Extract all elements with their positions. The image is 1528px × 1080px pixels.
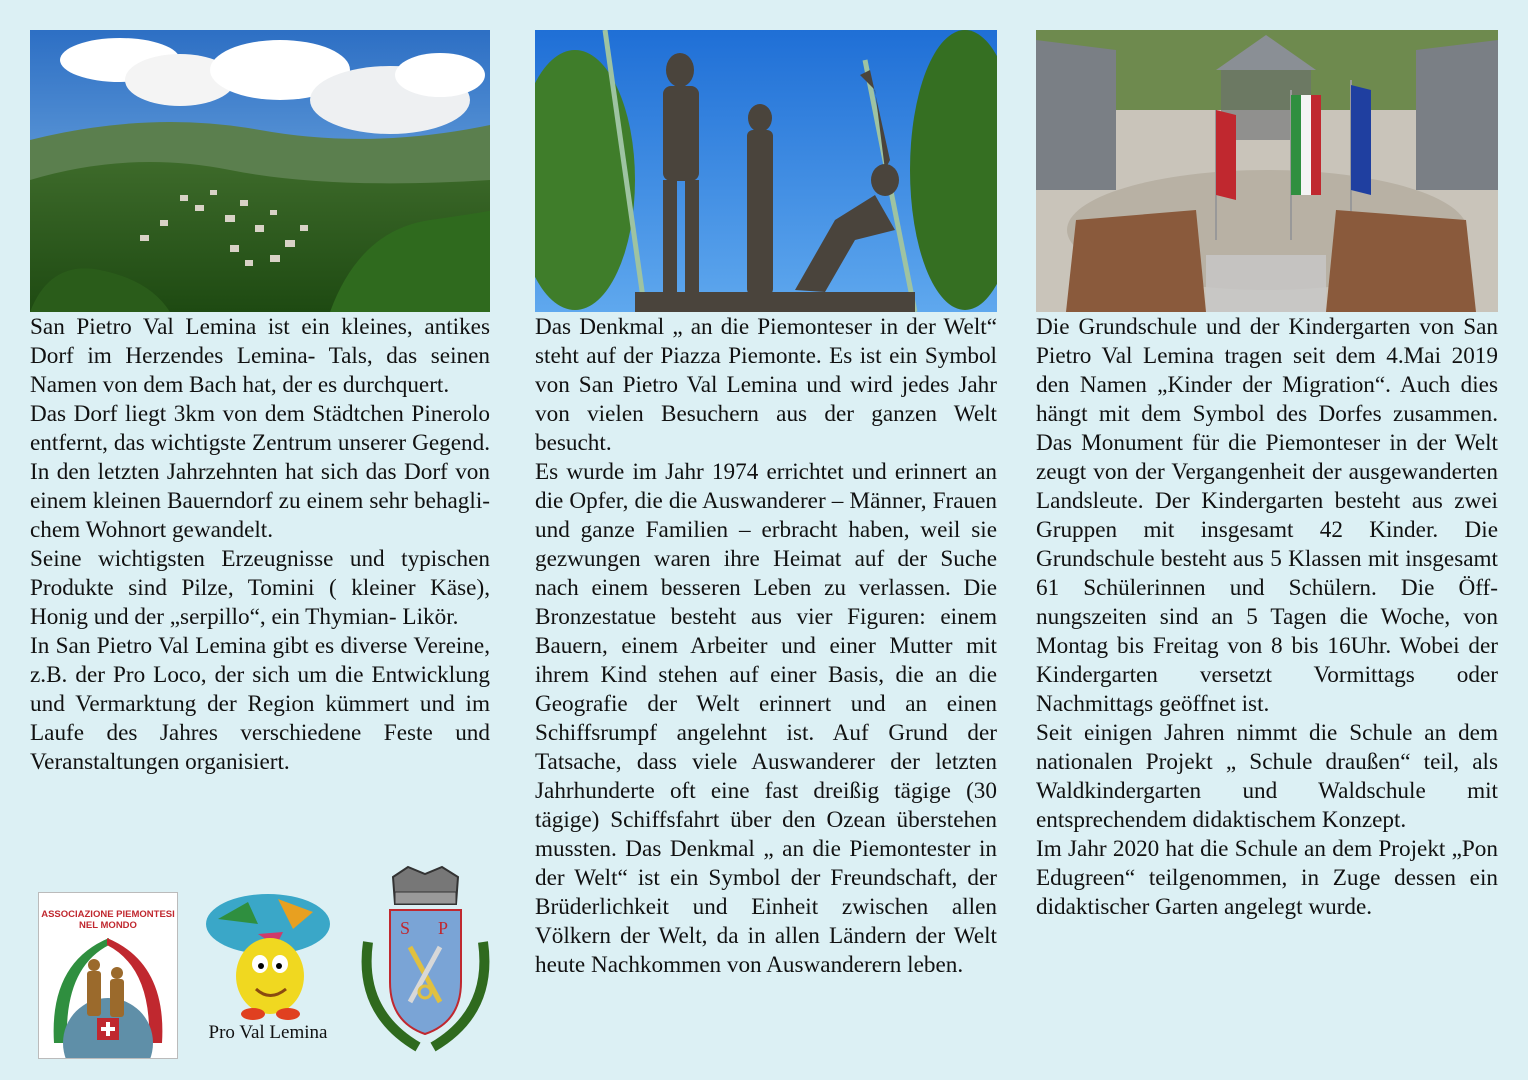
village-paragraph: In San Pietro Val Lemina gibt es diverse Vereine, z.B. der Pro Loco, der sich um die Entwicklung und Vermarktung der Region kümmert und im Laufe des Jahres verschiedene Feste und Veranstaltungen organisiert. (30, 633, 490, 775)
school-paragraph: Im Jahr 2020 hat die Schule an dem Projekt „Pon Edugreen“ teilgenommen, in Zuge dessen ein didaktischer Garten angelegt wurde. (1036, 836, 1498, 920)
school-paragraph: Die Grundschule und der Kindergarten von San Pietro Val Lemina tragen seit dem 4.Mai 2019 den Namen „Kinder der Migration“. Auch dies hängt mit dem Symbol des Dorfes zusammen. Das Monument für die Piemonteser in der Welt zeugt von der Vergangenheit der ausgewanderten Landsleute. Der Kindergarten besteht aus zwei Gruppen mit insgesamt 42 Kinder. Die Grundschule besteht aus 5 Klassen mit insgesamt 61 Schülerinnen und Schülern. Die Öffnungszeiten sind an 5 Tagen die Woche, von Montag bis Freitag von 8 bis 16Uhr. Wobei der Kindergarten versetzt Vormittags oder Nachmittags geöffnet ist. (1036, 314, 1498, 717)
column-village (30, 30, 490, 777)
pro-val-lemina-mascot-logo (198, 884, 338, 1029)
village-paragraph: Seine wichtigsten Erzeugnisse und typischen Produkte sind Pilze, Tomini ( kleiner Käse), Honig und der „serpillo“, ein Thymian- Likör. (30, 546, 490, 630)
village-paragraph: San Pietro Val Lemina ist ein kleines, antikes Dorf im Herzendes Lemina- Tals, das seinen Namen von dem Bach hat, der es durchquert. (30, 314, 490, 398)
village-description (30, 313, 490, 777)
bronze-statue-image (535, 30, 997, 312)
school-courtyard-image (1036, 30, 1498, 312)
column-monument (535, 30, 997, 980)
crest-letter-s: S (400, 918, 411, 938)
monument-description (535, 313, 997, 980)
school-paragraph: Seit einigen Jahren nimmt die Schule an dem nationalen Projekt „ Schule draußen“ teil, als Waldkindergarten und Waldschule mit entsprechendem didaktischem Konzept. (1036, 720, 1498, 833)
monument-paragraph: Das Denkmal „ an die Piemonteser in der Welt“ steht auf der Piazza Piemonte. Es ist ein Symbol von San Pietro Val Lemina und wird jedes Jahr von vielen Besuchern aus der ganzen Welt besucht. (535, 314, 997, 456)
crest-icon (358, 862, 493, 1057)
village-paragraph: Das Dorf liegt 3km von dem Städtchen Pinerolo entfernt, das wichtigste Zentrum unserer Gegend. In den letzten Jahrzehnten hat sich das Dorf von einem kleinen Bauerndorf zu einem sehr behaglichem Wohnort gewandelt. (30, 401, 490, 543)
association-logo (38, 892, 178, 1059)
school-description (1036, 313, 1498, 922)
municipal-crest-logo (358, 862, 493, 1057)
village-landscape-photo (30, 30, 490, 312)
column-school (1036, 30, 1498, 922)
monument-paragraph: Es wurde im Jahr 1974 errichtet und erinnert an die Opfer, die die Auswanderer – Männer, Frauen und ganze Familien – erbracht haben, weil sie gezwungen waren ihre Heimat auf der Suche nach einem besseren Leben zu verlassen. Die Bronzestatue besteht aus vier Figuren: einem Bauern, einem Arbeiter und einer Mutter mit ihrem Kind stehen auf einer Basis, die an die Geografie der Welt erinnert und an einen Schiffsrumpf angelehnt ist. Auf Grund der Tatsache, dass viele Auswanderer der letzten Jahrhunderte oft eine fast dreißig tägige (30 tägige) Schiffsfahrt über den Ozean überstehen mussten. Das Denkmal „ an die Piemontester in der Welt“ ist ein Symbol der Freundschaft, der Brüderlichkeit und Einheit zwischen allen Völkern der Welt, da in allen Ländern der Welt heute Nachkommen von Auswanderern leben. (535, 459, 997, 978)
mascot-icon (198, 884, 338, 1024)
school-courtyard-photo (1036, 30, 1498, 312)
bronze-statue-photo (535, 30, 997, 312)
crest-letter-p: P (438, 918, 449, 938)
association-logo-title: ASSOCIAZIONE PIEMONTESI NEL MONDO (41, 909, 175, 931)
logos-row (38, 862, 498, 1062)
village-landscape-image (30, 30, 490, 312)
mascot-caption: Pro Val Lemina (208, 1022, 328, 1043)
